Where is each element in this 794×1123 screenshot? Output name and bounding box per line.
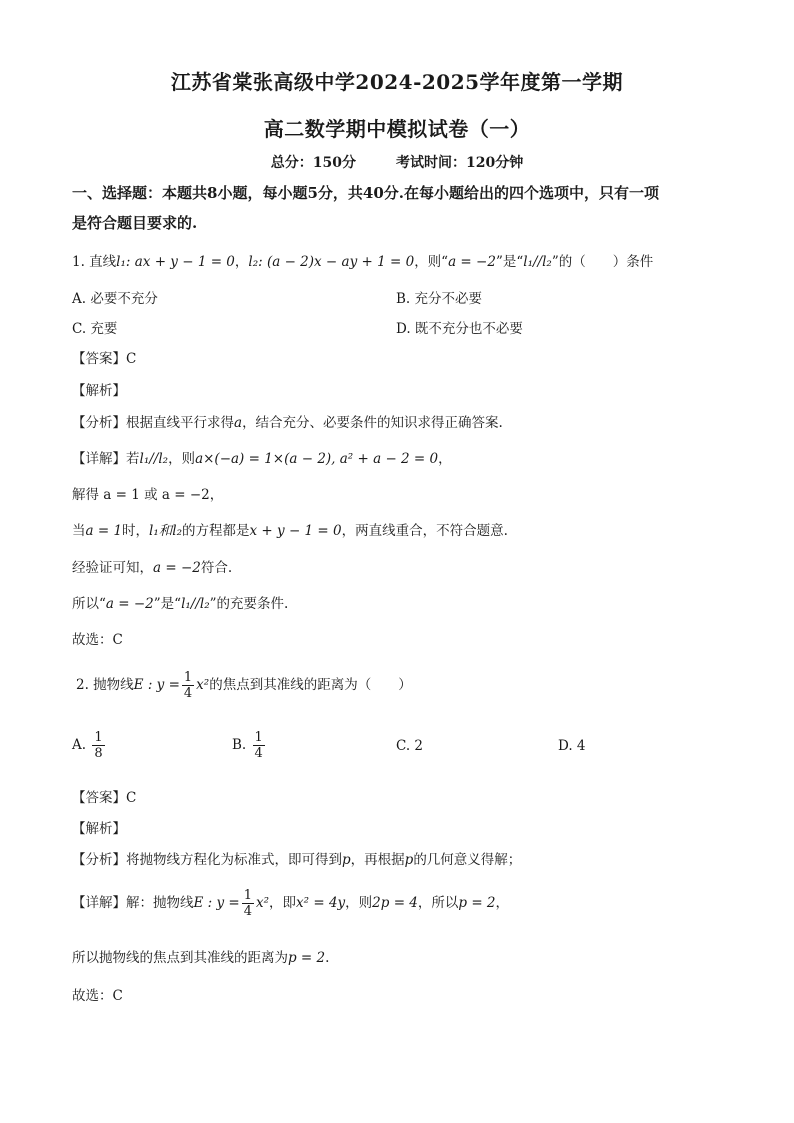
q1-parallel: l₁//l₂ [523,254,552,270]
q2-option-d: D. 4 [558,738,586,754]
q1-l2-equation: l₂: (a − 2)x − ay + 1 = 0 [248,254,415,270]
q1-analysis-label: 【解析】 [72,383,126,399]
q1-condition: a = −2 [448,254,496,270]
q2-stem-fraction: $\frac{1}{4}$ [183,670,193,701]
q2-option-b: B. $\frac{1}{4}$ [232,730,263,761]
section-heading-line2: 是符合题目要求的. [72,214,198,232]
q2-answer: 【答案】C [72,790,137,806]
q1-choose: 故选：C [72,632,123,648]
exam-title-line2: 高二数学期中模拟试卷（一） [263,117,531,141]
q2-conclusion: 所以抛物线的焦点到其准线的距离为p = 2. [72,950,330,966]
q1-when: 当a = 1时，l₁和l₂的方程都是x + y − 1 = 0，两直线重合，不符合题意. [72,523,508,539]
q2-option-c: C. 2 [396,738,424,754]
q1-l1-equation: l₁: ax + y − 1 = 0 [116,254,235,270]
q1-solve: 解得 a = 1 或 a = −2， [72,487,224,503]
q2-fenxi: 【分析】将抛物线方程化为标准式，即可得到p，再根据p的几何意义得解； [72,852,522,868]
exam-title-line1: 江苏省棠张高级中学2024-2025学年度第一学期 [170,70,624,94]
q1-verify: 经验证可知，a = −2符合. [72,560,233,576]
q1-option-c: C. 充要 [72,321,118,337]
q2-option-a: A. $\frac{1}{8}$ [72,730,103,761]
q1-option-a: A. 必要不充分 [72,291,158,307]
q2-analysis-label: 【解析】 [72,821,126,837]
section-heading-line1: 一、选择题：本题共8小题，每小题5分，共40分.在每小题给出的四个选项中，只有一项 [72,184,659,202]
exam-time: 考试时间：120分钟 [396,155,524,171]
q1-conclusion: 所以“a = −2”是“l₁//l₂”的充要条件. [72,596,289,612]
q1-stem: 1. 直线l₁: ax + y − 1 = 0，l₂: (a − 2)x − ay + 1 = 0，则“a = −2”是“l₁//l₂”的（ ）条件 [72,254,654,270]
total-score: 总分：150分 [270,155,356,171]
q1-answer: 【答案】C [72,351,137,367]
q1-detail-equation: a×(−a) = 1×(a − 2), a² + a − 2 = 0 [195,451,439,467]
q1-detail: 【详解】若l₁//l₂，则a×(−a) = 1×(a − 2), a² + a − 2 = 0， [72,451,452,467]
q1-option-d: D. 既不充分也不必要 [396,321,523,337]
q2-choose: 故选：C [72,988,123,1004]
exam-subtitle [0,152,794,172]
q1-option-b: B. 充分不必要 [396,291,483,307]
q2-detail: 【详解】解：抛物线E : y = $\frac{1}{4}$ x²，即x² = 4y，则2p = 4，所以p = 2， [72,888,510,919]
q2-stem: 2. 抛物线E : y = $\frac{1}{4}$ x²的焦点到其准线的距离为（ ） [76,670,412,701]
q1-fenxi: 【分析】根据直线平行求得a，结合充分、必要条件的知识求得正确答案. [72,415,503,431]
